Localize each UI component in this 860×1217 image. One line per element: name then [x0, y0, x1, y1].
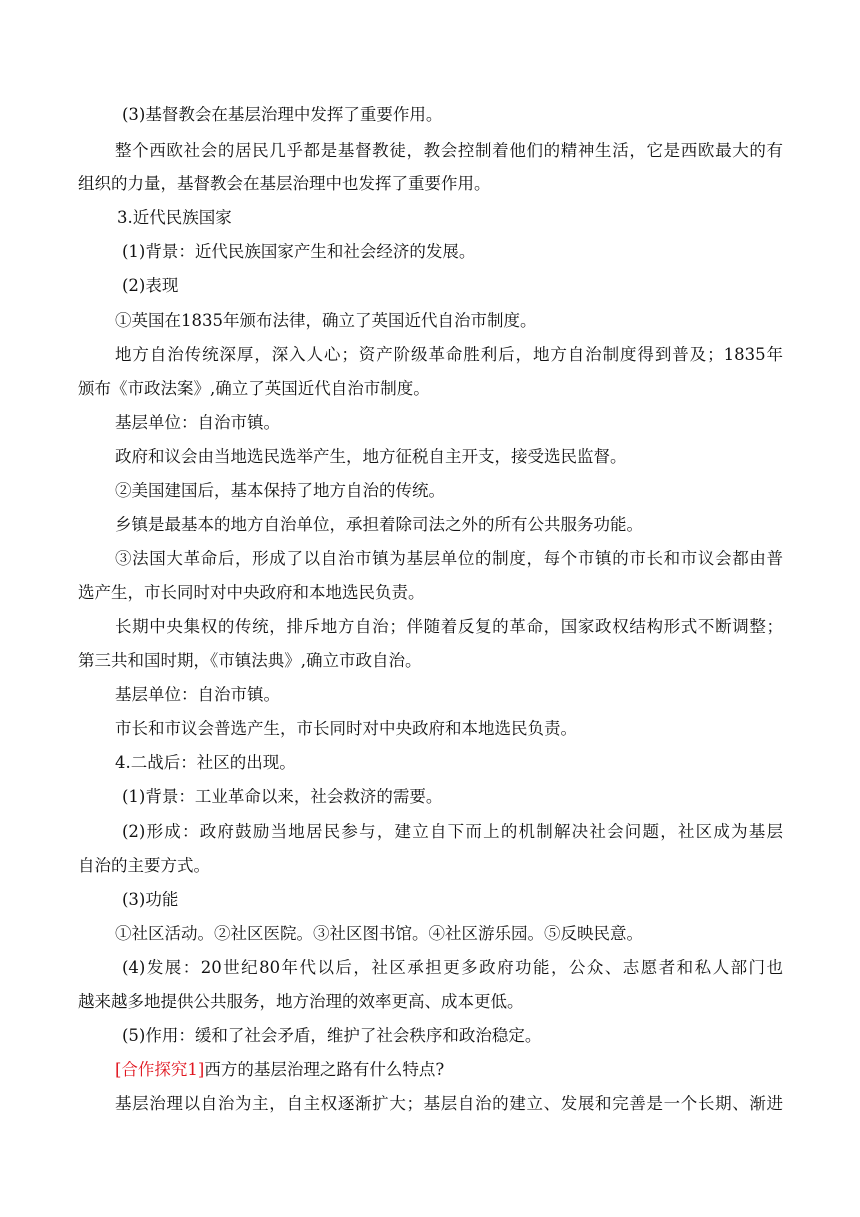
- text-line: (3)基督教会在基层治理中发挥了重要作用。: [122, 105, 443, 124]
- text-line: ①社区活动。②社区医院。③社区图书馆。④社区游乐园。⑤反映民意。: [115, 924, 643, 943]
- text-line: (3)功能: [122, 890, 179, 909]
- text-line: 颁布《市政法案》,确立了英国近代自治市制度。: [78, 379, 430, 398]
- text-line: ③法国大革命后，形成了以自治市镇为基层单位的制度，每个市镇的市长和市议会都由普: [115, 549, 783, 568]
- text-line: (5)作用：缓和了社会矛盾，维护了社会秩序和政治稳定。: [122, 1026, 542, 1045]
- text-line: 第三共和国时期，《市镇法典》,确立市政自治。: [78, 651, 422, 670]
- text-line: 乡镇是最基本的地方自治单位，承担着除司法之外的所有公共服务功能。: [115, 515, 643, 534]
- text-line: 整个西欧社会的居民几乎都是基督教徒，教会控制着他们的精神生活，它是西欧最大的有: [115, 141, 783, 160]
- text-line: (4)发展：20世纪80年代以后，社区承担更多政府功能，公众、志愿者和私人部门也: [122, 958, 783, 977]
- text-line: 长期中央集权的传统，排斥地方自治；伴随着反复的革命，国家政权结构形式不断调整；: [115, 617, 783, 636]
- inquiry-tag: [合作探究1]: [115, 1060, 205, 1079]
- text-line: 地方自治传统深厚，深入人心；资产阶级革命胜利后，地方自治制度得到普及；1835年: [115, 345, 783, 364]
- text-line: (2)表现: [122, 276, 179, 295]
- text-line: ②美国建国后，基本保持了地方自治的传统。: [115, 481, 445, 500]
- text-line: 基层单位：自治市镇。: [115, 413, 280, 432]
- inquiry-question: 西方的基层治理之路有什么特点?: [204, 1060, 445, 1079]
- text-line: 选产生，市长同时对中央政府和本地选民负责。: [78, 583, 425, 602]
- text-line: 自治的主要方式。: [78, 856, 210, 875]
- text-line: (2)形成：政府鼓励当地居民参与，建立自下而上的机制解决社会问题，社区成为基层: [122, 822, 783, 841]
- text-line: (1)背景：工业革命以来，社会救济的需要。: [122, 787, 443, 806]
- text-line: 越来越多地提供公共服务，地方治理的效率更高、成本更低。: [78, 992, 524, 1011]
- section-heading: 3.近代民族国家: [117, 208, 232, 227]
- text-line: 市长和市议会普选产生，市长同时对中央政府和本地选民负责。: [115, 719, 577, 738]
- text-line: ①英国在1835年颁布法律，确立了英国近代自治市制度。: [115, 311, 537, 330]
- inquiry-line: [115, 1058, 444, 1082]
- text-line: 基层单位：自治市镇。: [115, 685, 280, 704]
- section-heading: 4.二战后：社区的出现。: [115, 753, 296, 772]
- text-line: (1)背景：近代民族国家产生和社会经济的发展。: [122, 242, 476, 261]
- text-line: 组织的力量，基督教会在基层治理中也发挥了重要作用。: [78, 174, 491, 193]
- text-line: 政府和议会由当地选民选举产生，地方征税自主开支，接受选民监督。: [115, 447, 627, 466]
- text-line: 基层治理以自治为主，自主权逐渐扩大；基层自治的建立、发展和完善是一个长期、渐进: [115, 1094, 783, 1113]
